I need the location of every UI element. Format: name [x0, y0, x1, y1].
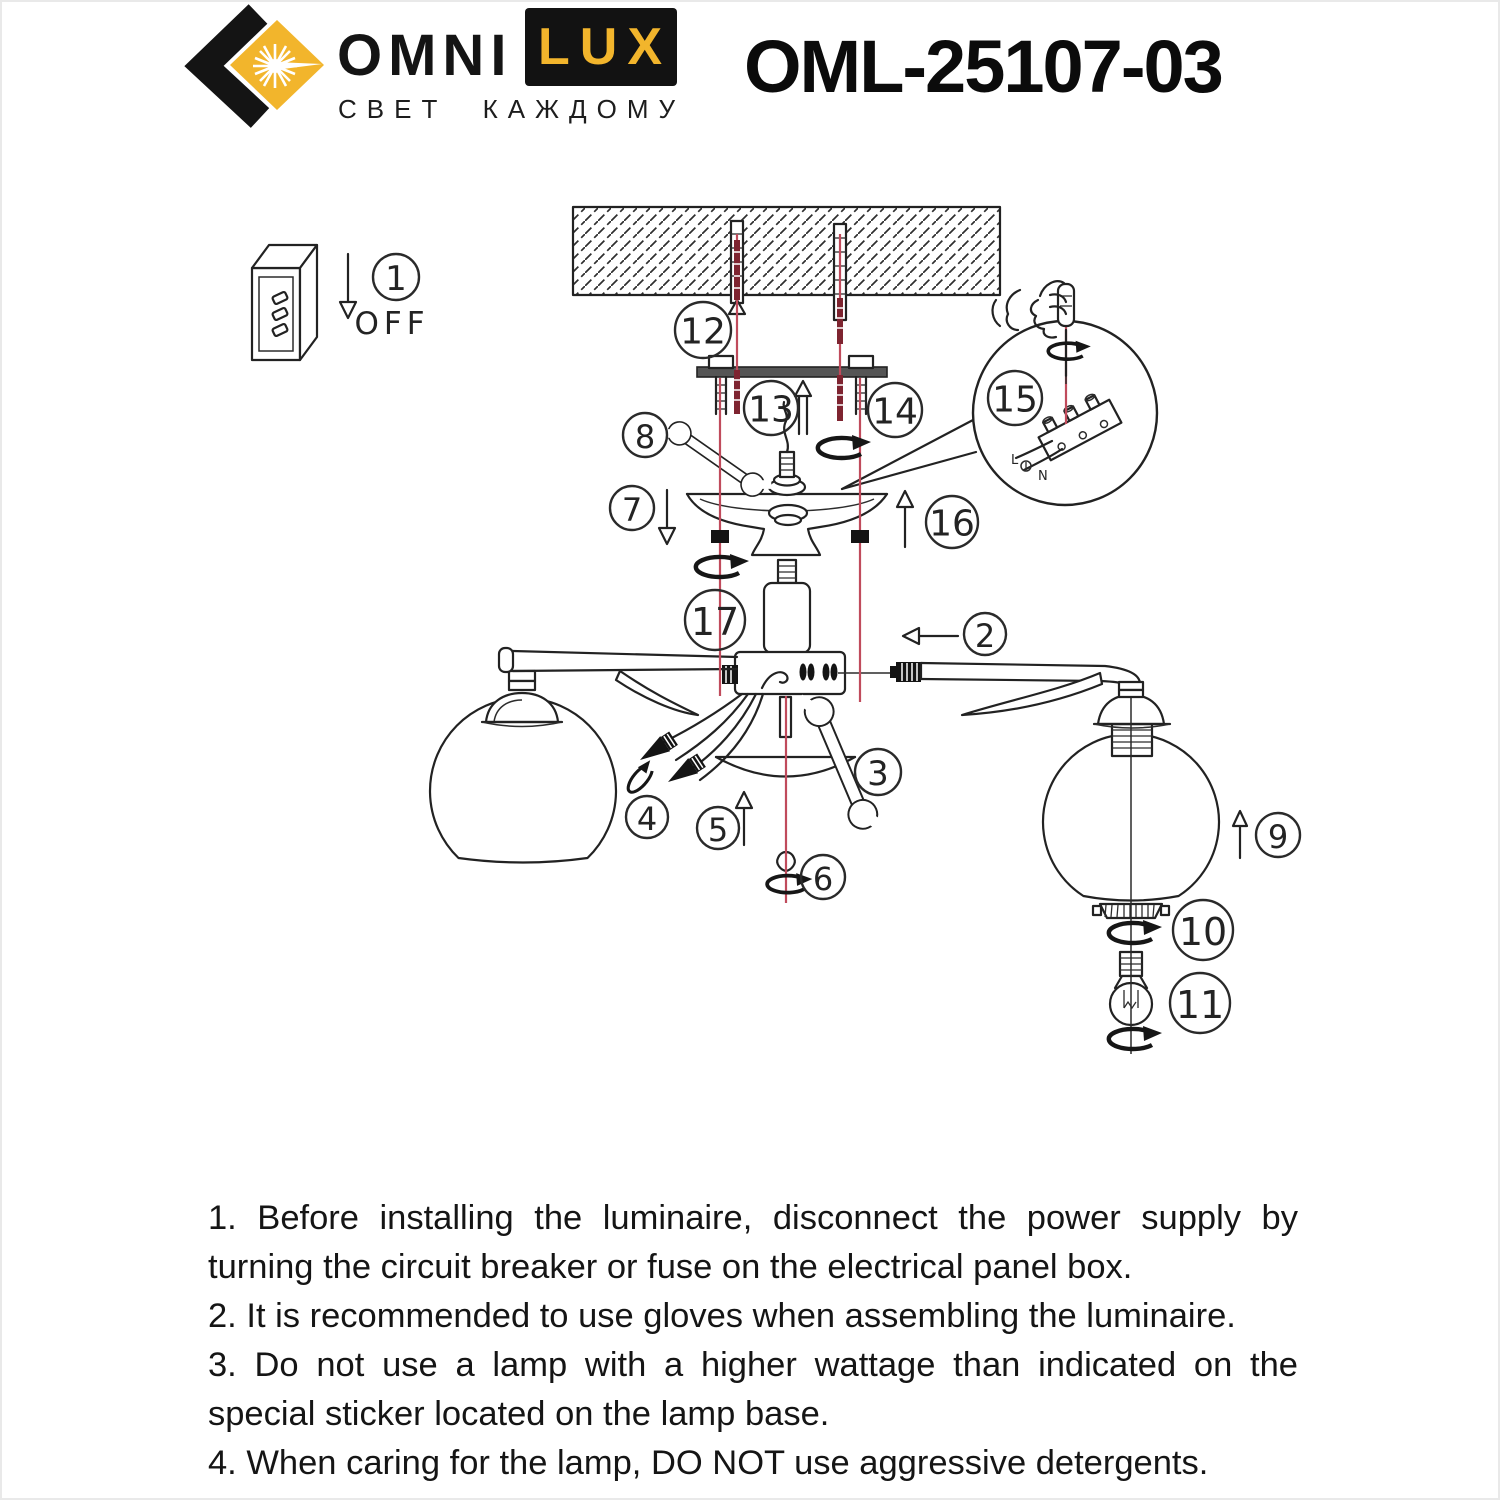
rotate-arrow-icon — [1109, 1026, 1162, 1049]
callout-15: 15 — [992, 379, 1038, 421]
callout-3: 3 — [867, 754, 889, 794]
rotate-arrow-icon — [1109, 920, 1162, 943]
clamp-nut — [851, 530, 869, 543]
terminal-label-neutral: N — [1038, 469, 1048, 484]
instruction-item-3: 3. Do not use a lamp with a higher wattage than indicated on the special sticker located on the lamp base. — [208, 1346, 1298, 1433]
brand-tagline: СВЕТ КАЖДОМУ — [338, 94, 686, 124]
lamp-socket — [1112, 724, 1152, 756]
detail-leader-line — [842, 452, 976, 489]
circuit-breaker-box — [252, 245, 317, 360]
brand-text-lux: LUX — [538, 18, 672, 76]
callout-17: 17 — [690, 600, 740, 644]
callout-12: 12 — [680, 311, 726, 353]
wire-connector — [635, 731, 678, 768]
callout-16: 16 — [929, 503, 975, 545]
brand-text-omni: OMNI — [337, 23, 513, 88]
callout-14: 14 — [872, 391, 918, 433]
callout-10: 10 — [1178, 910, 1228, 954]
callout-11: 11 — [1175, 983, 1225, 1027]
center-stem — [764, 560, 810, 653]
callout-5: 5 — [707, 811, 729, 849]
terminal-label-live: L — [1011, 453, 1019, 468]
instruction-item-4: 4. When caring for the lamp, DO NOT use aggressive detergents. — [208, 1444, 1209, 1482]
callout-4: 4 — [636, 800, 658, 838]
callout-9: 9 — [1267, 818, 1289, 856]
instructions-block — [208, 1194, 1298, 1488]
left-shade — [430, 671, 616, 863]
instruction-item-1: 1. Before installing the luminaire, disconnect the power supply by turning the circuit breaker or fuse on the electrical panel box. — [208, 1199, 1298, 1286]
callout-8: 8 — [634, 418, 656, 456]
rotate-arrow-icon — [696, 554, 749, 577]
callout-13: 13 — [748, 389, 794, 431]
power-off-label: OFF — [354, 306, 430, 342]
callout-7: 7 — [621, 491, 643, 529]
rotate-arrow-icon — [623, 757, 659, 796]
rotate-arrow-icon — [818, 435, 871, 458]
ceiling — [573, 207, 1000, 295]
right-arm — [890, 662, 1140, 715]
callout-2: 2 — [974, 617, 996, 655]
clamp-nut — [711, 530, 729, 543]
instruction-item-2: 2. It is recommended to use gloves when assembling the luminaire. — [208, 1297, 1236, 1335]
model-number: OML-25107-03 — [744, 25, 1222, 108]
wire-connector — [663, 753, 706, 790]
callout-6: 6 — [812, 860, 834, 898]
callout-1: 1 — [385, 259, 407, 299]
